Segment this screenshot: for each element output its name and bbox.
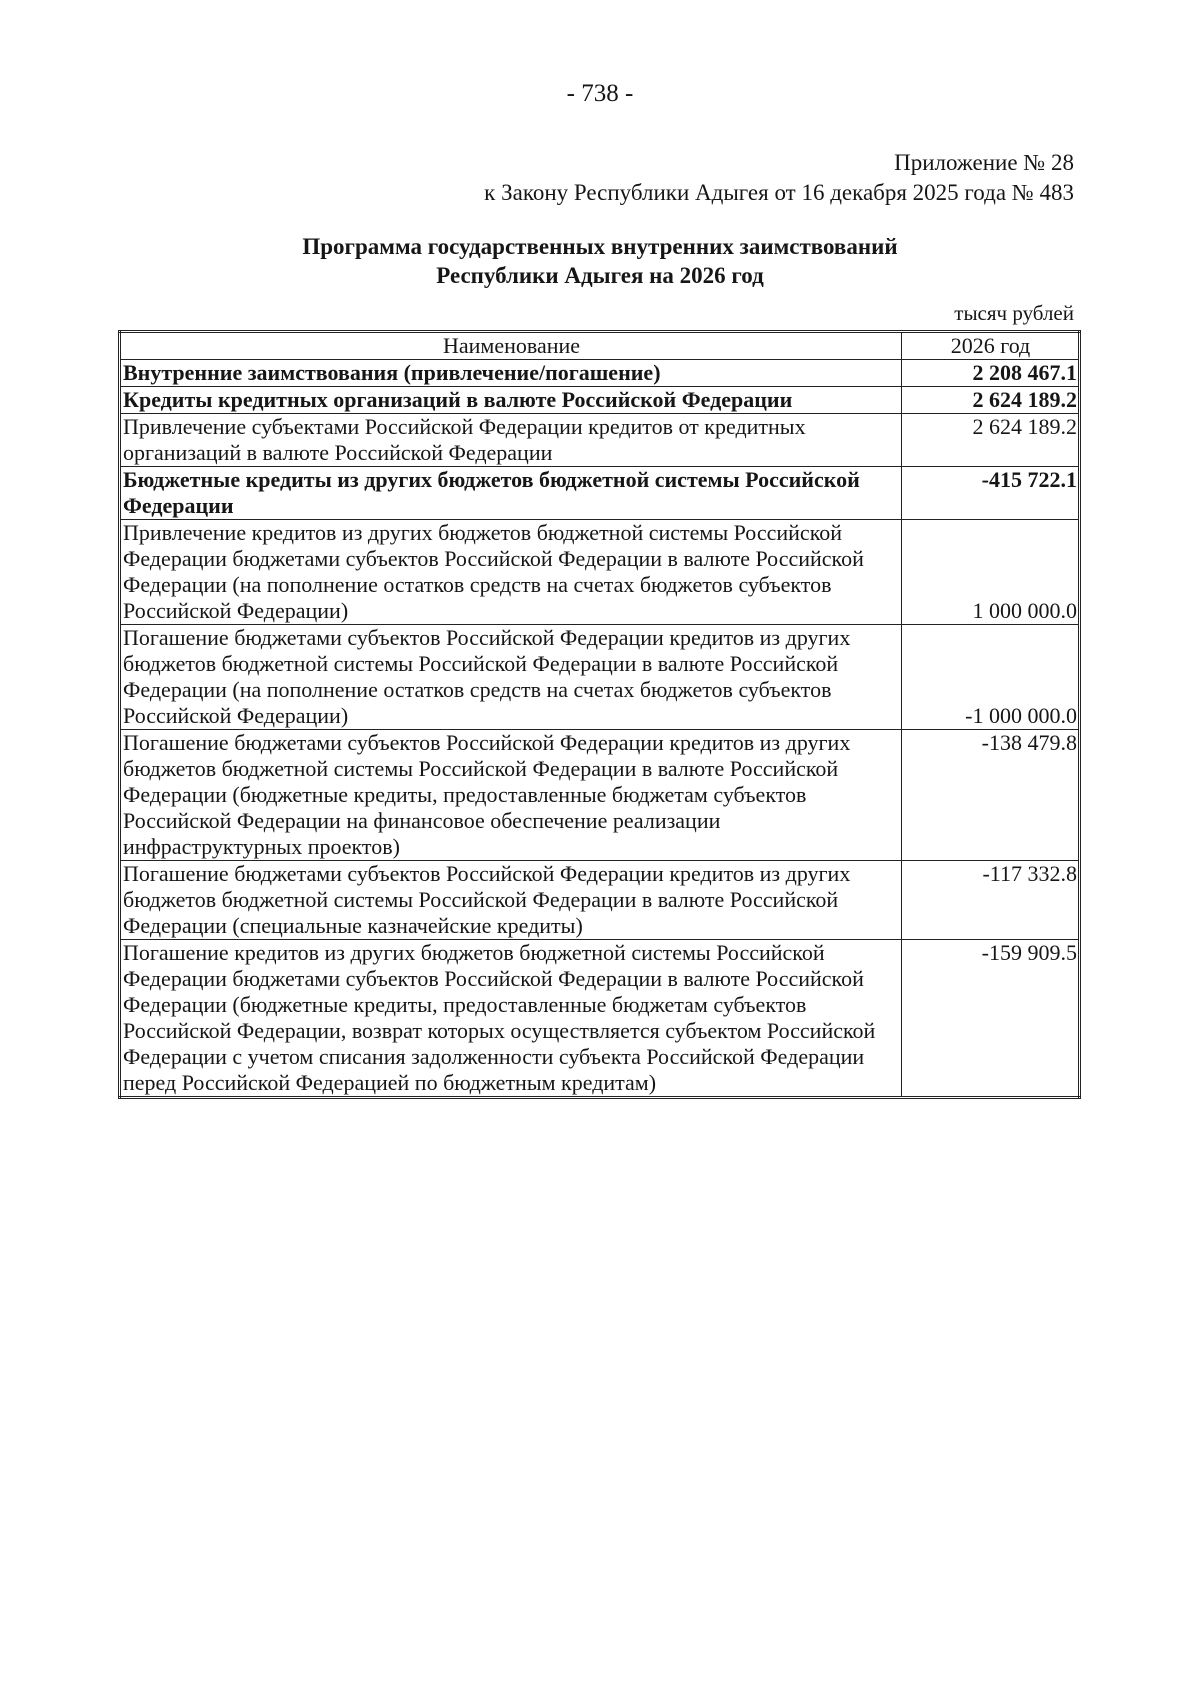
table-row <box>120 520 1080 625</box>
row-value: -1 000 000.0 <box>902 625 1080 730</box>
row-value: -415 722.1 <box>902 467 1080 520</box>
appendix-number: Приложение № 28 <box>894 150 1074 175</box>
row-value: -138 479.8 <box>902 730 1080 861</box>
borrowing-table <box>118 330 1081 1099</box>
row-name: Привлечение субъектами Российской Федерации кредитов от кредитных организаций в валюте Российской Федерации <box>120 414 902 467</box>
appendix-law-reference: к Закону Республики Адыгея от 16 декабря 2025 года № 483 <box>484 180 1074 205</box>
row-name: Погашение бюджетами субъектов Российской Федерации кредитов из других бюджетов бюджетной системы Российской Федерации в валюте Российской Федерации (на пополнение остатков средств на счетах бюджетов субъектов Российской Федерации) <box>120 625 902 730</box>
table-row <box>120 730 1080 861</box>
page-number: - 738 - <box>566 80 634 107</box>
table-row <box>120 940 1080 1098</box>
borrowing-table-container <box>118 330 1078 1099</box>
row-value: -117 332.8 <box>902 861 1080 940</box>
row-name: Бюджетные кредиты из других бюджетов бюджетной системы Российской Федерации <box>120 467 902 520</box>
row-name: Погашение бюджетами субъектов Российской Федерации кредитов из других бюджетов бюджетной системы Российской Федерации в валюте Российской Федерации (специальные казначейские кредиты) <box>120 861 902 940</box>
document-title-line-2: Республики Адыгея на 2026 год <box>436 263 764 288</box>
table-row <box>120 360 1080 387</box>
row-value: 2 624 189.2 <box>902 387 1080 414</box>
table-header-row <box>120 332 1080 360</box>
row-name: Внутренние заимствования (привлечение/погашение) <box>120 360 902 387</box>
table-row <box>120 861 1080 940</box>
table-row <box>120 387 1080 414</box>
row-value: 1 000 000.0 <box>902 520 1080 625</box>
row-value: 2 208 467.1 <box>902 360 1080 387</box>
header-year: 2026 год <box>902 332 1080 360</box>
document-title-line-1: Программа государственных внутренних заимствований <box>302 234 898 259</box>
row-name: Привлечение кредитов из других бюджетов бюджетной системы Российской Федерации бюджетами субъектов Российской Федерации в валюте Российской Федерации (на пополнение остатков средств на счетах бюджетов субъектов Российской Федерации) <box>120 520 902 625</box>
row-value: -159 909.5 <box>902 940 1080 1098</box>
row-name: Кредиты кредитных организаций в валюте Российской Федерации <box>120 387 902 414</box>
row-value: 2 624 189.2 <box>902 414 1080 467</box>
header-name: Наименование <box>120 332 902 360</box>
row-name: Погашение бюджетами субъектов Российской Федерации кредитов из других бюджетов бюджетной системы Российской Федерации в валюте Российской Федерации (бюджетные кредиты, предоставленные бюджетам субъектов Российской Федерации на финансовое обеспечение реализации инфраструктурных проектов) <box>120 730 902 861</box>
table-row <box>120 625 1080 730</box>
table-row <box>120 467 1080 520</box>
units-label: тысяч рублей <box>954 301 1074 325</box>
row-name: Погашение кредитов из других бюджетов бюджетной системы Российской Федерации бюджетами субъектов Российской Федерации в валюте Российской Федерации (бюджетные кредиты, предоставленные бюджетам субъектов Российской Федерации, возврат которых осуществляется субъектом Российской Федерации с учетом списания задолженности субъекта Российской Федерации перед Российской Федерацией по бюджетным кредитам) <box>120 940 902 1098</box>
table-row <box>120 414 1080 467</box>
